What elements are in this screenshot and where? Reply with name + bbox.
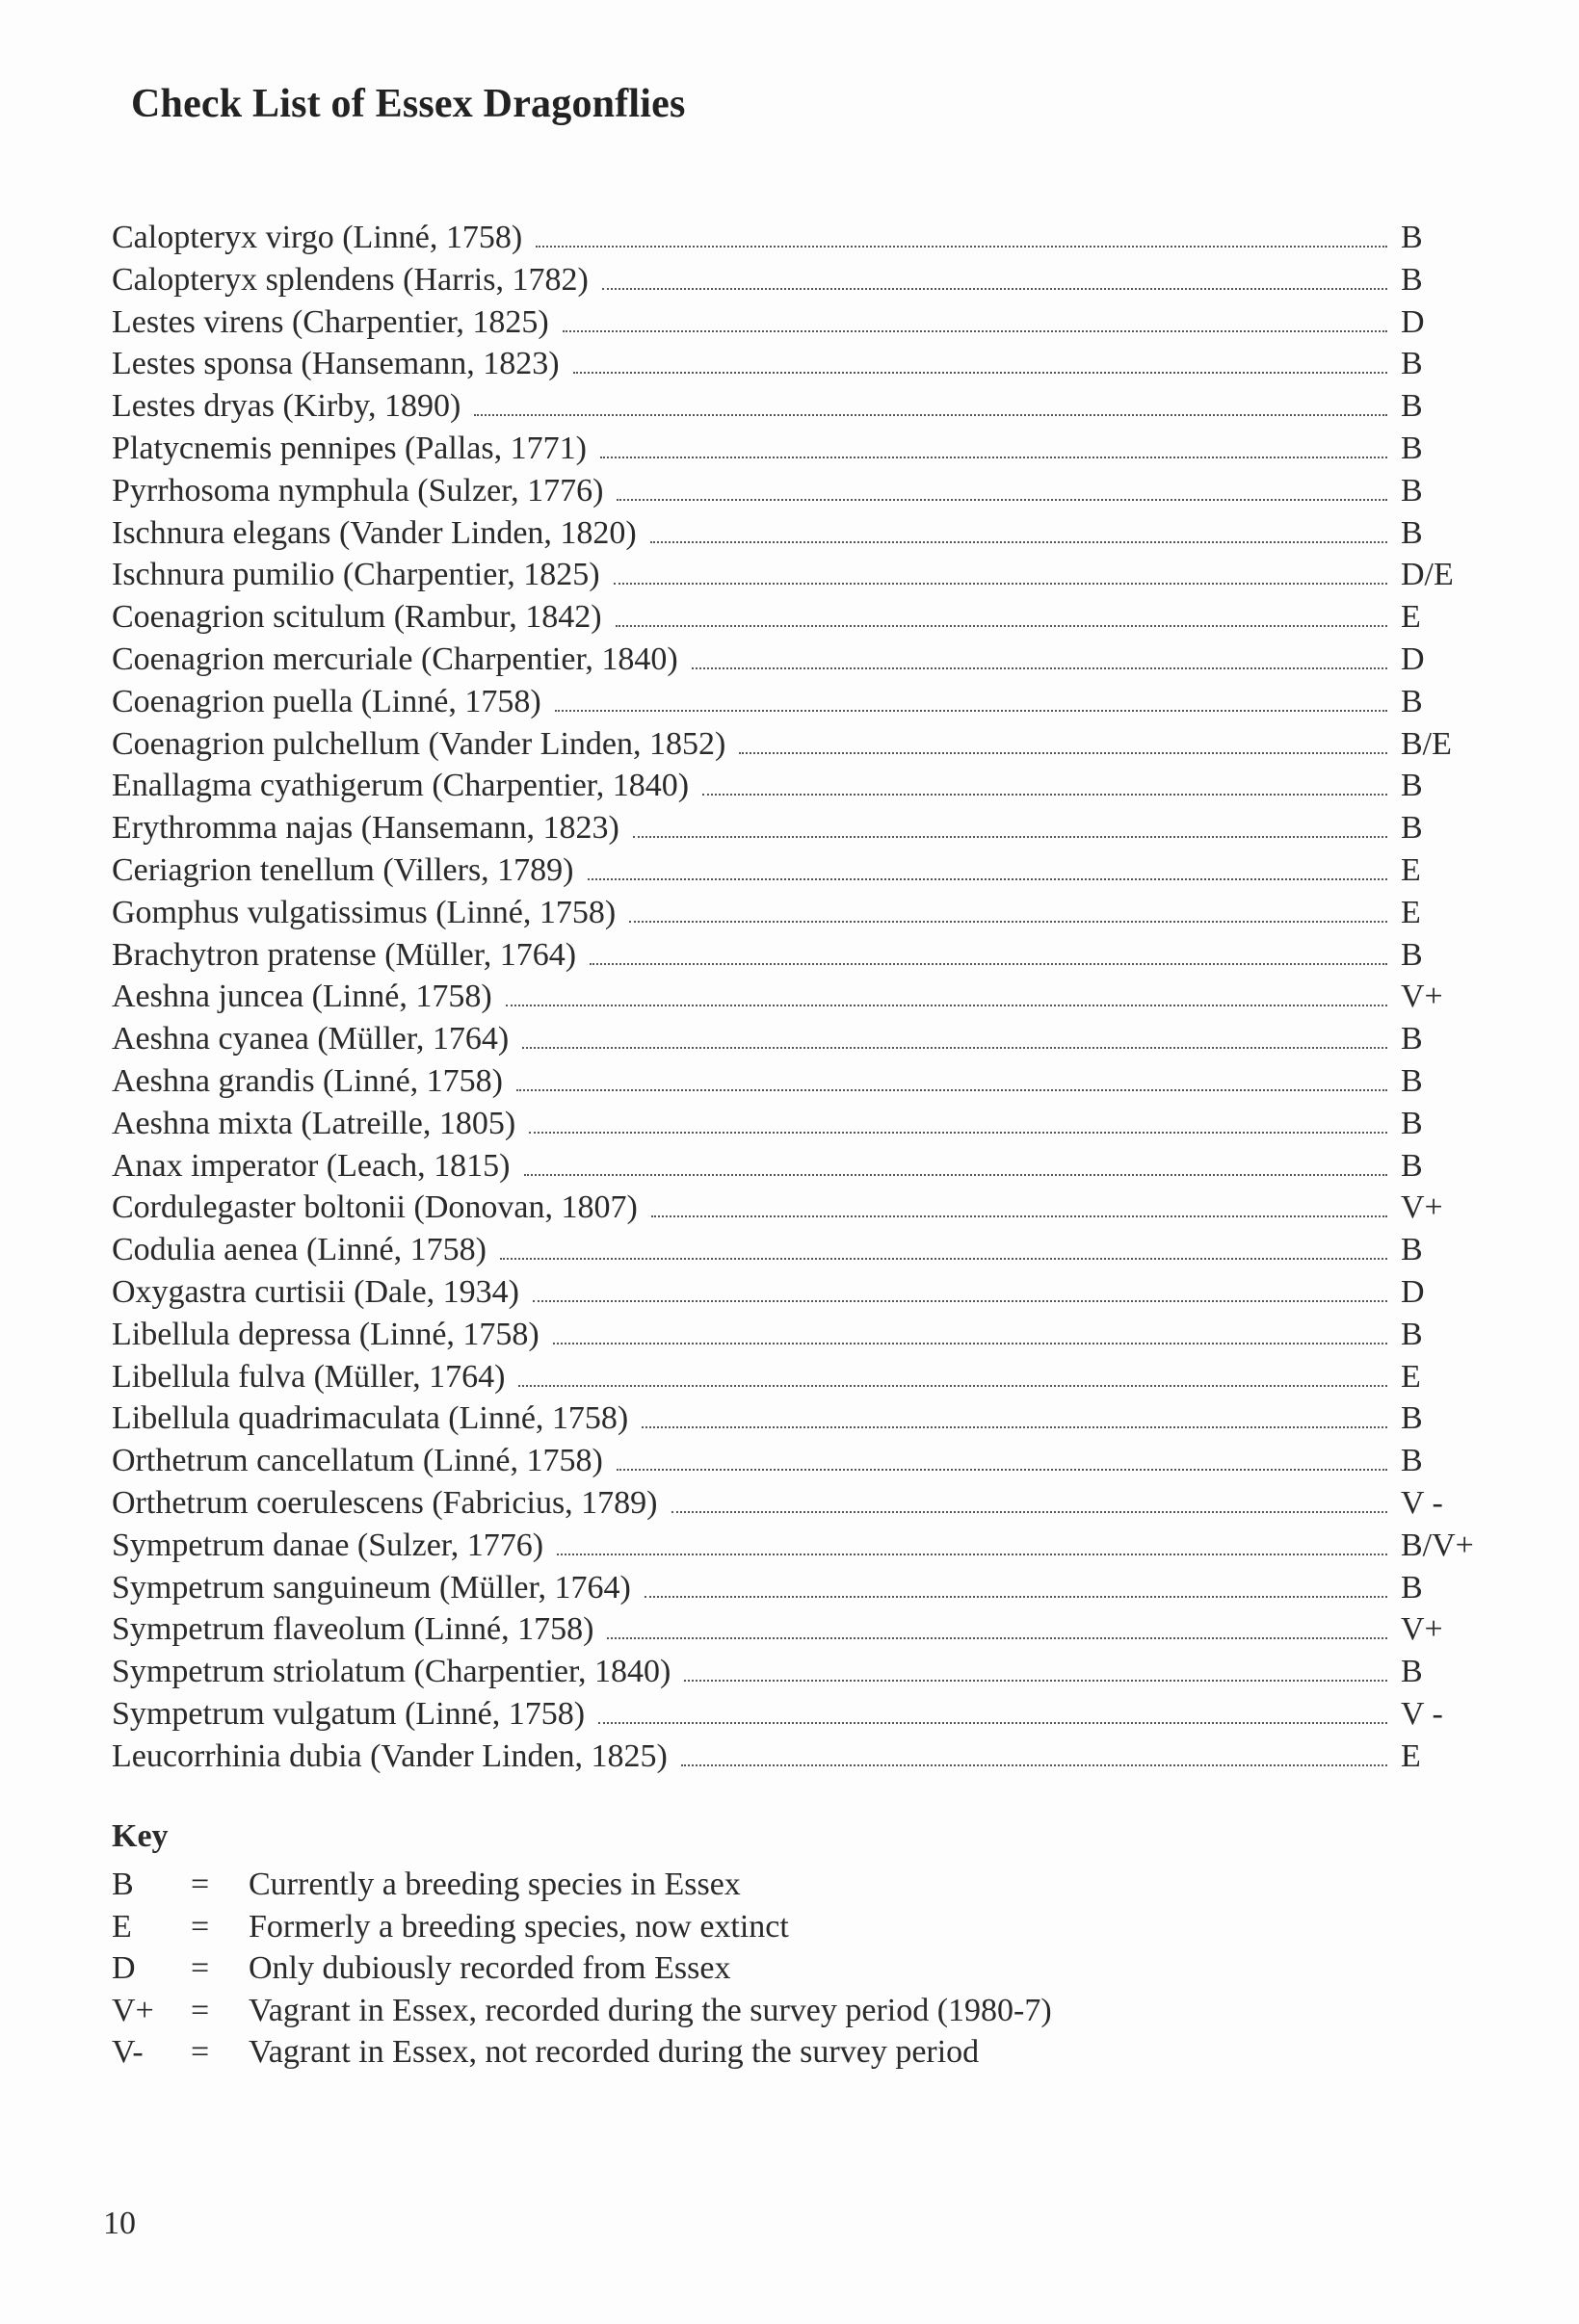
- status-code: E: [1401, 1358, 1421, 1395]
- checklist-row: [112, 596, 1489, 639]
- species-name: Aeshna cyanea (Müller, 1764): [112, 1021, 510, 1058]
- checklist-row: [112, 470, 1489, 512]
- dot-leader: [533, 1300, 1387, 1302]
- status-code: E: [1401, 851, 1421, 888]
- key-row: [112, 1947, 1052, 1990]
- checklist-row: [112, 1651, 1489, 1693]
- dot-leader: [573, 372, 1387, 374]
- status-code: V+: [1401, 1189, 1443, 1226]
- checklist-row: [112, 512, 1489, 555]
- status-code: B: [1401, 472, 1423, 509]
- status-code: B: [1401, 1443, 1423, 1479]
- checklist-row: [112, 1060, 1489, 1103]
- checklist-row: [112, 1229, 1489, 1271]
- species-checklist: [112, 217, 1489, 1777]
- species-name: Enallagma cyathigerum (Charpentier, 1840): [112, 768, 690, 804]
- checklist-row: [112, 259, 1489, 301]
- key-code: V-: [112, 2034, 144, 2070]
- status-code: D/E: [1401, 557, 1454, 593]
- key-code: V+: [112, 1992, 154, 2028]
- status-code: D: [1401, 640, 1425, 677]
- status-code: B: [1401, 1569, 1423, 1606]
- species-name: Sympetrum flaveolum (Linné, 1758): [112, 1611, 594, 1648]
- checklist-row: [112, 1103, 1489, 1145]
- key-description: Currently a breeding species in Essex: [249, 1867, 741, 1902]
- dot-leader: [614, 583, 1387, 585]
- species-name: Coenagrion mercuriale (Charpentier, 1840): [112, 640, 678, 677]
- species-name: Platycnemis pennipes (Pallas, 1771): [112, 430, 587, 466]
- species-name: Libellula quadrimaculata (Linné, 1758): [112, 1400, 629, 1437]
- key-code: E: [112, 1908, 132, 1945]
- dot-leader: [629, 921, 1387, 923]
- species-name: Libellula fulva (Müller, 1764): [112, 1358, 506, 1395]
- status-code: B: [1401, 1062, 1423, 1099]
- checklist-row: [112, 217, 1489, 259]
- checklist-row: [112, 849, 1489, 892]
- checklist-row: [112, 1145, 1489, 1188]
- checklist-row: [112, 681, 1489, 723]
- dot-leader: [692, 667, 1387, 669]
- checklist-row: [112, 1440, 1489, 1482]
- dot-leader: [590, 963, 1387, 965]
- dot-leader: [602, 288, 1387, 290]
- checklist-row: [112, 1693, 1489, 1736]
- dot-leader: [617, 499, 1387, 501]
- species-name: Aeshna mixta (Latreille, 1805): [112, 1105, 516, 1141]
- species-name: Oxygastra curtisii (Dale, 1934): [112, 1273, 519, 1310]
- checklist-row: [112, 1567, 1489, 1609]
- dot-leader: [555, 710, 1387, 712]
- status-code: B/E: [1401, 725, 1452, 762]
- dot-leader: [645, 1596, 1387, 1598]
- species-name: Coenagrion pulchellum (Vander Linden, 1852): [112, 725, 726, 762]
- status-code: V -: [1401, 1695, 1443, 1732]
- dot-leader: [650, 541, 1387, 543]
- status-code: D: [1401, 1273, 1425, 1310]
- dot-leader: [671, 1511, 1388, 1513]
- dot-leader: [516, 1089, 1387, 1091]
- species-name: Cordulegaster boltonii (Donovan, 1807): [112, 1189, 638, 1226]
- dot-leader: [518, 1385, 1387, 1387]
- key-equals: =: [191, 1950, 210, 1986]
- species-name: Ischnura elegans (Vander Linden, 1820): [112, 514, 637, 551]
- status-code: B: [1401, 388, 1423, 425]
- dot-leader: [607, 1637, 1387, 1639]
- status-code: B: [1401, 683, 1423, 719]
- species-name: Leucorrhinia dubia (Vander Linden, 1825): [112, 1737, 668, 1774]
- species-name: Lestes sponsa (Hansemann, 1823): [112, 346, 560, 382]
- key-equals: =: [191, 1867, 210, 1902]
- key-description: Vagrant in Essex, recorded during the survey period (1980-7): [249, 1992, 1052, 2028]
- species-name: Sympetrum sanguineum (Müller, 1764): [112, 1569, 631, 1606]
- species-name: Coenagrion puella (Linné, 1758): [112, 683, 541, 719]
- dot-leader: [557, 1554, 1387, 1555]
- dot-leader: [739, 752, 1387, 754]
- checklist-row: [112, 765, 1489, 807]
- checklist-row: [112, 1736, 1489, 1778]
- species-name: Gomphus vulgatissimus (Linné, 1758): [112, 894, 617, 930]
- species-name: Ischnura pumilio (Charpentier, 1825): [112, 557, 600, 593]
- dot-leader: [651, 1215, 1387, 1217]
- status-code: B: [1401, 220, 1423, 255]
- dot-leader: [598, 1722, 1387, 1724]
- dot-leader: [529, 1132, 1387, 1134]
- species-name: Lestes virens (Charpentier, 1825): [112, 303, 549, 340]
- dot-leader: [600, 457, 1387, 458]
- checklist-row: [112, 892, 1489, 934]
- key-list: [112, 1864, 1052, 2074]
- species-name: Brachytron pratense (Müller, 1764): [112, 936, 577, 973]
- status-code: B: [1401, 514, 1423, 551]
- status-code: E: [1401, 1737, 1421, 1774]
- key-row: [112, 1864, 1052, 1906]
- species-name: Calopteryx splendens (Harris, 1782): [112, 261, 589, 298]
- status-code: B: [1401, 430, 1423, 466]
- checklist-row: [112, 807, 1489, 849]
- checklist-row: [112, 976, 1489, 1018]
- checklist-row: [112, 1525, 1489, 1567]
- page-title: Check List of Essex Dragonflies: [131, 82, 686, 126]
- checklist-row: [112, 343, 1489, 385]
- status-code: B: [1401, 1654, 1423, 1690]
- dot-leader: [506, 1005, 1387, 1006]
- status-code: B: [1401, 1232, 1423, 1268]
- species-name: Aeshna grandis (Linné, 1758): [112, 1062, 504, 1099]
- checklist-row: [112, 1314, 1489, 1356]
- species-name: Codulia aenea (Linné, 1758): [112, 1232, 487, 1268]
- status-code: B: [1401, 1400, 1423, 1437]
- checklist-row: [112, 301, 1489, 344]
- checklist-row: [112, 554, 1489, 596]
- species-name: Ceriagrion tenellum (Villers, 1789): [112, 851, 574, 888]
- checklist-row: [112, 428, 1489, 470]
- key-row: [112, 1990, 1052, 2032]
- key-heading: Key: [112, 1818, 169, 1854]
- status-code: V+: [1401, 979, 1443, 1015]
- page-number: 10: [103, 2206, 136, 2241]
- checklist-row: [112, 1018, 1489, 1060]
- status-code: B: [1401, 1316, 1423, 1352]
- species-name: Orthetrum cancellatum (Linné, 1758): [112, 1443, 603, 1479]
- status-code: B: [1401, 936, 1423, 973]
- status-code: D: [1401, 303, 1425, 340]
- dot-leader: [617, 1469, 1387, 1471]
- species-name: Calopteryx virgo (Linné, 1758): [112, 220, 523, 255]
- status-code: B: [1401, 768, 1423, 804]
- key-description: Only dubiously recorded from Essex: [249, 1950, 731, 1986]
- key-code: B: [112, 1867, 134, 1902]
- dot-leader: [684, 1680, 1387, 1682]
- status-code: B: [1401, 1147, 1423, 1184]
- status-code: E: [1401, 894, 1421, 930]
- checklist-row: [112, 1482, 1489, 1525]
- dot-leader: [500, 1258, 1387, 1260]
- status-code: B: [1401, 261, 1423, 298]
- species-name: Lestes dryas (Kirby, 1890): [112, 388, 461, 425]
- dot-leader: [524, 1174, 1388, 1176]
- key-equals: =: [191, 1908, 210, 1945]
- status-code: V+: [1401, 1611, 1443, 1648]
- checklist-row: [112, 639, 1489, 681]
- species-name: Sympetrum vulgatum (Linné, 1758): [112, 1695, 586, 1732]
- species-name: Pyrrhosoma nymphula (Sulzer, 1776): [112, 472, 604, 509]
- checklist-row: [112, 934, 1489, 977]
- status-code: B/V+: [1401, 1527, 1474, 1563]
- checklist-row: [112, 723, 1489, 766]
- key-row: [112, 2031, 1052, 2074]
- checklist-row: [112, 385, 1489, 428]
- key-description: Vagrant in Essex, not recorded during the survey period: [249, 2034, 980, 2070]
- species-name: Libellula depressa (Linné, 1758): [112, 1316, 539, 1352]
- species-name: Anax imperator (Leach, 1815): [112, 1147, 511, 1184]
- checklist-row: [112, 1397, 1489, 1440]
- status-code: B: [1401, 1105, 1423, 1141]
- species-name: Orthetrum coerulescens (Fabricius, 1789): [112, 1484, 658, 1521]
- dot-leader: [633, 836, 1387, 838]
- checklist-row: [112, 1271, 1489, 1314]
- dot-leader: [681, 1764, 1387, 1766]
- dot-leader: [474, 414, 1387, 416]
- key-description: Formerly a breeding species, now extinct: [249, 1908, 789, 1945]
- status-code: E: [1401, 599, 1421, 636]
- dot-leader: [588, 878, 1387, 880]
- checklist-row: [112, 1356, 1489, 1398]
- dot-leader: [563, 330, 1387, 332]
- species-name: Erythromma najas (Hansemann, 1823): [112, 810, 619, 847]
- status-code: V -: [1401, 1484, 1443, 1521]
- checklist-row: [112, 1187, 1489, 1229]
- key-equals: =: [191, 2034, 210, 2070]
- status-code: B: [1401, 1021, 1423, 1058]
- status-code: B: [1401, 346, 1423, 382]
- status-code: B: [1401, 810, 1423, 847]
- species-name: Sympetrum striolatum (Charpentier, 1840): [112, 1654, 671, 1690]
- dot-leader: [642, 1426, 1387, 1428]
- dot-leader: [522, 1047, 1387, 1049]
- key-code: D: [112, 1950, 136, 1986]
- key-row: [112, 1906, 1052, 1948]
- dot-leader: [616, 625, 1387, 627]
- species-name: Sympetrum danae (Sulzer, 1776): [112, 1527, 544, 1563]
- dot-leader: [702, 794, 1387, 796]
- species-name: Coenagrion scitulum (Rambur, 1842): [112, 599, 602, 636]
- dot-leader: [536, 246, 1387, 248]
- checklist-row: [112, 1608, 1489, 1651]
- species-name: Aeshna juncea (Linné, 1758): [112, 979, 492, 1015]
- key-equals: =: [191, 1992, 210, 2028]
- dot-leader: [553, 1343, 1387, 1345]
